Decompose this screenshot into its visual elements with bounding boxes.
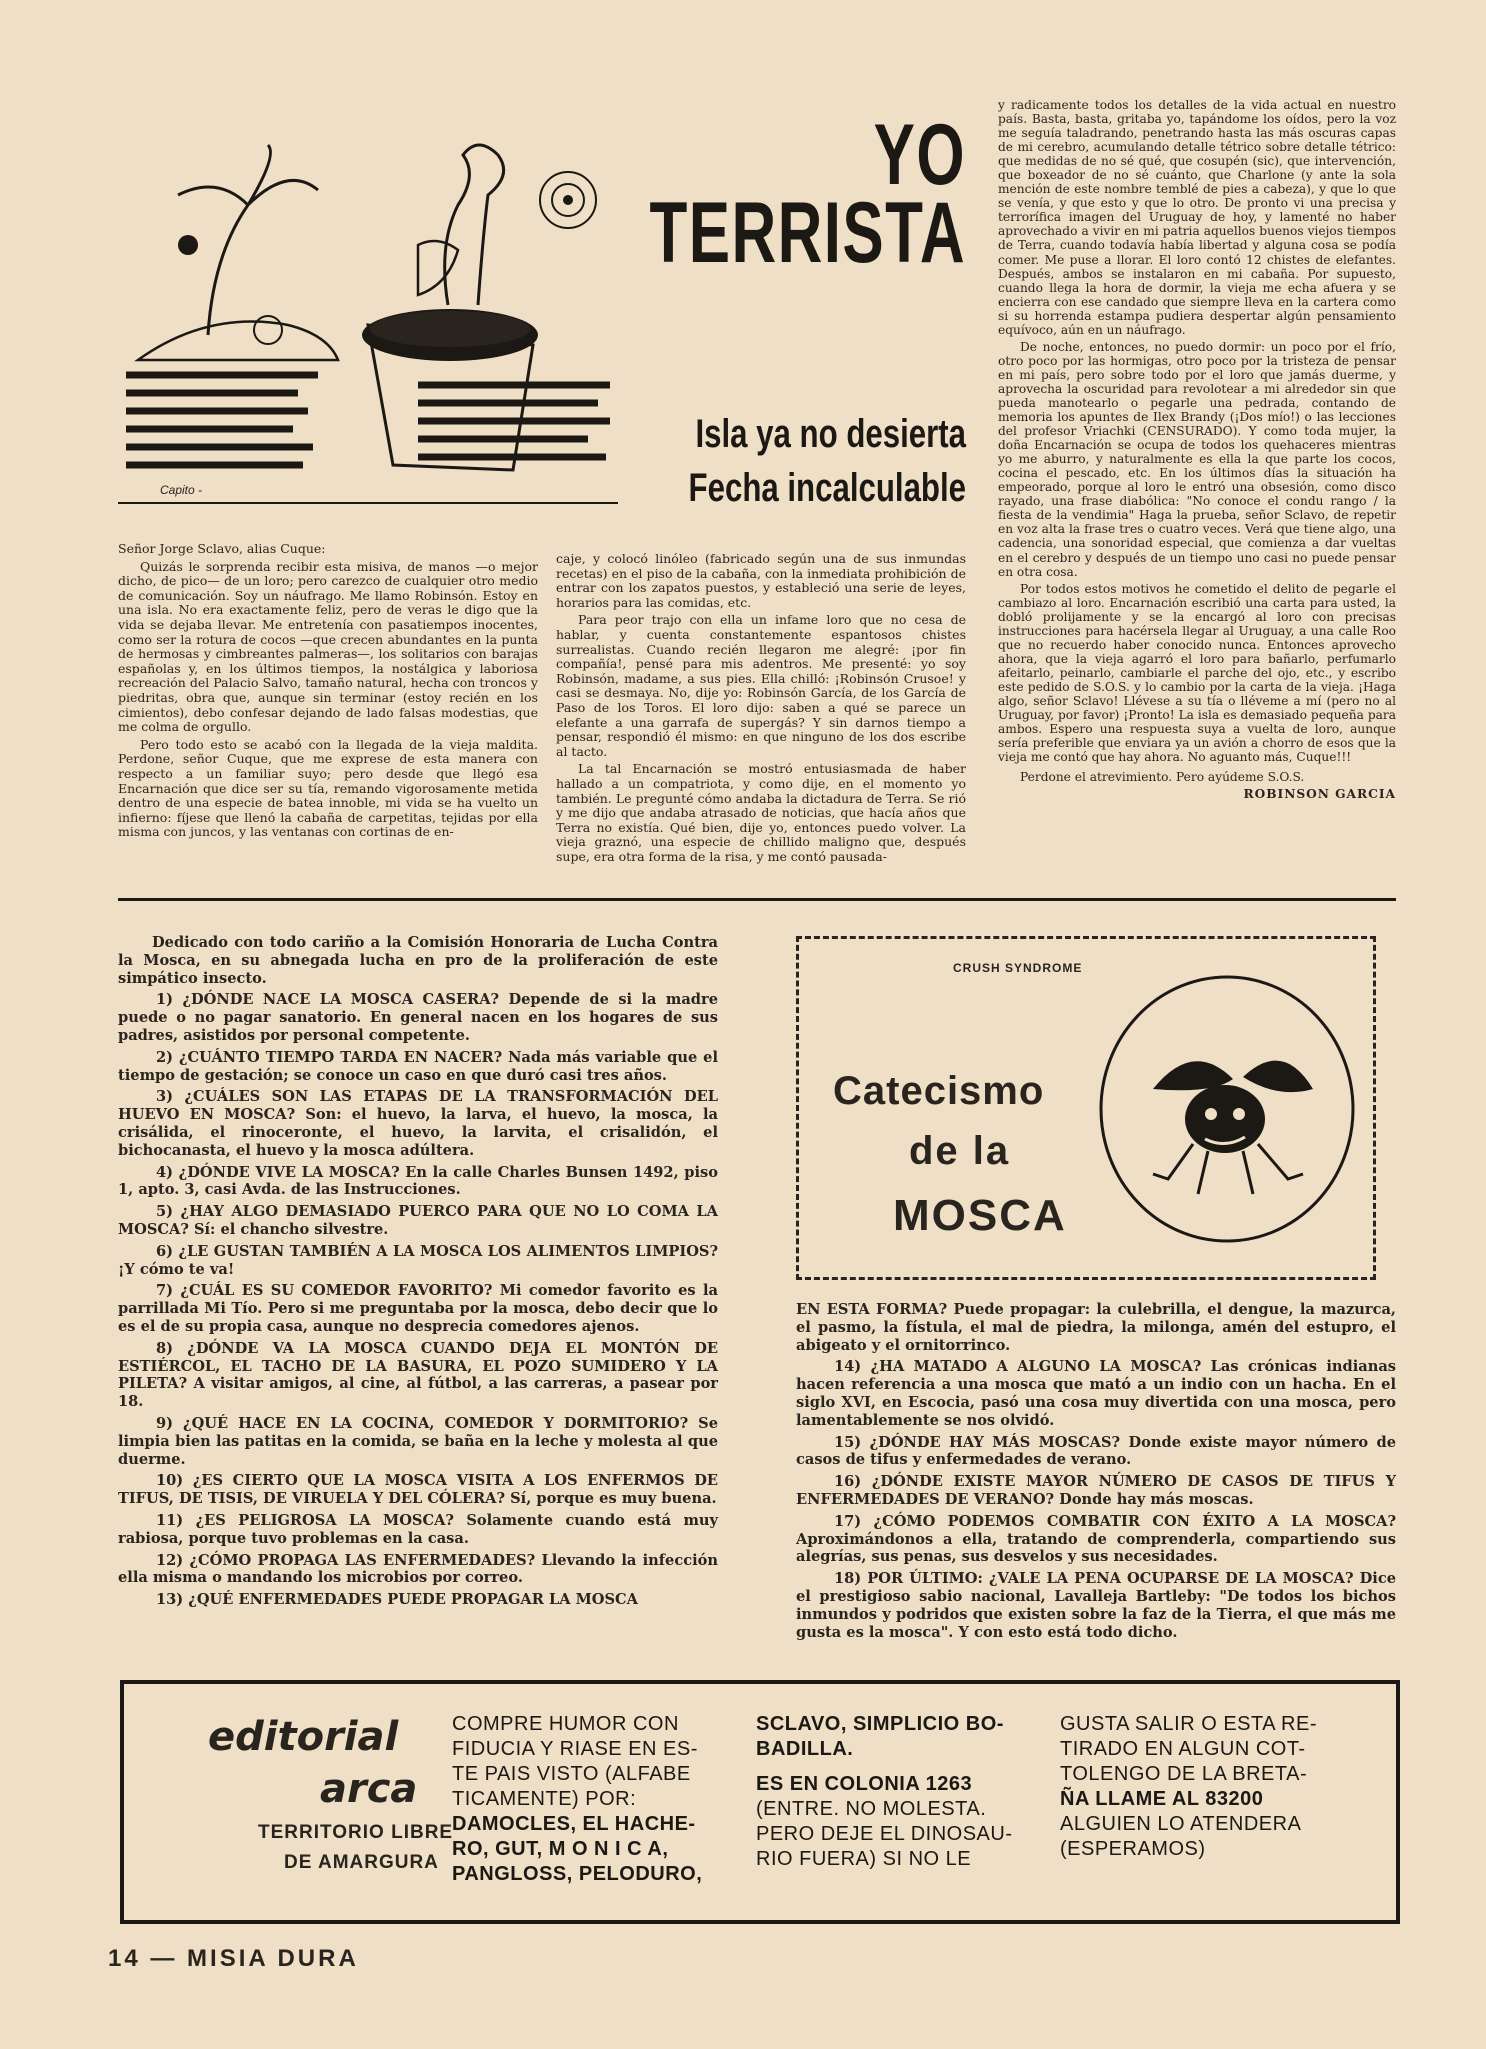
catecismo-item: 16) ¿DÓNDE EXISTE MAYOR NÚMERO DE CASOS DE TIFUS Y ENFERMEDADES DE VERANO? Donde hay más moscas. bbox=[796, 1473, 1396, 1508]
catecismo-item: 8) ¿DÓNDE VA LA MOSCA CUANDO DEJA EL MONTÓN DE ESTIÉRCOL, EL TACHO DE LA BASURA, EL POZO SUMIDERO Y LA PILETA? A visitar amigos, al cine, al fútbol, a las carreras, a pasear por 18. bbox=[118, 1339, 718, 1411]
box-title-3: MOSCA bbox=[893, 1191, 1067, 1240]
brand-tagline-1: TERRITORIO LIBRE bbox=[258, 1822, 454, 1843]
ad-line: TICAMENTE) POR: bbox=[452, 1788, 637, 1810]
ad-line: PANGLOSS, PELODURO, bbox=[452, 1863, 703, 1885]
catecismo-item: 7) ¿CUÁL ES SU COMEDOR FAVORITO? Mi comedor favorito es la parrillada Mi Tío. Pero si me preguntaba por la mosca, debo decir que lo es el de su propia casa, aunque no desprecia comedores ajenos. bbox=[118, 1282, 718, 1335]
catecismo-item: 14) ¿HA MATADO A ALGUNO LA MOSCA? Las crónicas indianas hacen referencia a una mosca que mató a un indio con un hacha. En el siglo XVI, en Escocia, pasó una cosa muy divertida con una mosca, pero lamentablemente se nos olvidó. bbox=[796, 1358, 1396, 1429]
ad-line: DAMOCLES, EL HACHE- bbox=[452, 1813, 696, 1835]
box-kicker: CRUSH SYNDROME bbox=[953, 961, 1083, 975]
ad-line: ES EN COLONIA 1263 bbox=[756, 1773, 973, 1795]
brand-name: editorial bbox=[208, 1714, 399, 1760]
catecismo-item: 11) ¿ES PELIGROSA LA MOSCA? Solamente cuando está muy rabiosa, porque tuvo problemas en la casa. bbox=[118, 1511, 718, 1547]
paragraph: caje, y colocó linóleo (fabricado según una de sus inmundas recetas) en el piso de la cabaña, con la inmediata prohibición de entrar con los zapatos puestos, y estableció una serie de leyes, horarios para las comidas, etc. bbox=[556, 551, 966, 610]
catecismo-item: 5) ¿HAY ALGO DEMASIADO PUERCO PARA QUE NO LO COMA LA MOSCA? Sí: el chancho silvestre. bbox=[118, 1203, 718, 1238]
illustrator-signature: Capito - bbox=[160, 483, 203, 497]
article-subtitle-line-2: Fecha incalculable bbox=[688, 466, 966, 510]
catecismo-item: 15) ¿DÓNDE HAY MÁS MOSCAS? Donde existe mayor número de casos de tifus y enfermedades de verano. bbox=[796, 1433, 1396, 1469]
catecismo-item: 18) POR ÚLTIMO: ¿VALE LA PENA OCUPARSE DE LA MOSCA? Dice el prestigioso sabio nacional, Lavalleja Bartleby: "De todos los bichos inmundos y podridos que existen sobre la faz de la Tierra, el que más me gusta es la mosca". Y con esto está todo dicho. bbox=[796, 1570, 1396, 1641]
paragraph: Por todos estos motivos he cometido el delito de pegarle el cambiazo al loro. Encarnación escribió una carta para usted, la dobló prolijamente y se la encargó al loro con precisas instrucciones para hacérsela llegar al Uruguay, a una calle Roo que no recuerdo haber conocido nunca. Entonces aprovecho ahora, que la vieja agarró el loro para bañarlo, perfumarlo afeitarlo, peinarlo, cambiarle el parche del ojo, etc., y escribo este pedido de S.O.S. y lo cambio por la carta de la vieja. ¡Haga algo, señor Sclavo! Llévese a su tía o lléveme a mí (pero no al Uruguay, por favor) ¡Pronto! La isla es demasiado pequeña para ambos. Espero una respuesta suya a vuelta de loro, aunque sería preferible que enviara ya un avión a chorro de esos que la vieja me contó que hay ahora. No aguanto más, Cuque!!! bbox=[998, 581, 1396, 765]
article-column-3 bbox=[998, 98, 1396, 801]
ad-column-1 bbox=[452, 1712, 722, 1887]
brand-tagline-2: DE AMARGURA bbox=[284, 1852, 439, 1873]
paragraph: Para peor trajo con ella un infame loro que no cesa de hablar, y cuenta constantemente espantosos chistes surrealistas. Cuando recién llegaron me alegré: ¡por fin compañía!, pensé para mis adentros. Me presenté: yo soy Robinsón, madame, a sus pies. Ella chilló: ¡Robinsón Crusoe! y casi se desmaya. No, dije yo: Robinsón García, de los García de Paso de los Toros. El loro dijo: saben a qué se parece un elefante a una garrafa de supergás? Y sin darnos tiempo a pensar, respondió él mismo: en que ninguno de los dos escribe al tacto. bbox=[556, 612, 966, 759]
catecismo-item: 9) ¿QUÉ HACE EN LA COCINA, COMEDOR Y DORMITORIO? Se limpia bien las patitas en la comida, se baña en la leche y molesta al que duerme. bbox=[118, 1414, 718, 1468]
ad-line: (ESPERAMOS) bbox=[1060, 1838, 1206, 1860]
ad-line: ALGUIEN LO ATENDERA bbox=[1060, 1813, 1302, 1835]
page-folio: 14 — MISIA DURA bbox=[108, 1945, 359, 1972]
article-title-line-2: TERRISTA bbox=[649, 185, 966, 281]
salutation: Señor Jorge Sclavo, alias Cuque: bbox=[118, 541, 326, 556]
brand-name-2: arca bbox=[320, 1766, 418, 1812]
article-subtitle-line-1: Isla ya no desierta bbox=[695, 412, 966, 456]
ad-line: GUSTA SALIR O ESTA RE- bbox=[1060, 1713, 1317, 1735]
catecismo-right-column bbox=[796, 1301, 1396, 1645]
ad-line: FIDUCIA Y RIASE EN ES- bbox=[452, 1738, 698, 1760]
catecismo-item: 12) ¿CÓMO PROPAGA LAS ENFERMEDADES? Llevando la infección ella misma o mandando los microbios por correo. bbox=[118, 1551, 718, 1587]
catecismo-item: 2) ¿CUÁNTO TIEMPO TARDA EN NACER? Nada más variable que el tiempo de gestación; se conoce un caso en que duró casi tres años. bbox=[118, 1048, 718, 1084]
paragraph: y radicamente todos los detalles de la vida actual en nuestro país. Basta, basta, gritaba yo, tapándome los oídos, pero la voz me seguía taladrando, penetrando hasta las más oscuras capas de mi cerebro, acumulando detalle tétrico sobre detalle tétrico: que medidas de no sé qué, que cosupén (sic), que intervención, que boxeador de no sé cuánto, que Charlone (y ante la sola mención de este nombre temblé de pies a cabeza), y que lo que se venía, y que esto y que lo otro. De pronto vi una precisa y terrorífica imagen del Uruguay de hoy, y lamenté no haber aprovechado a vivir en mi patria aquellos buenos viejos tiempos de Terra, cuando todavía había libertad y alguna cosa se podía comer. Me puse a llorar. El loro contó 12 chistes de elefantes. Después, ambos se instalaron en mi cabaña. Por supuesto, cuando llega la hora de dormir, la vieja me echa afuera y se encierra con ese candado que siempre lleva en la cartera como si su horrenda estampa pudiera despertar algún pensamiento equívoco, aún en un náufrago. bbox=[998, 98, 1396, 337]
signature: ROBINSON GARCIA bbox=[1243, 787, 1396, 802]
ad-column-2 bbox=[756, 1712, 1026, 1872]
catecismo-intro: Dedicado con todo cariño a la Comisión Honoraria de Lucha Contra la Mosca, en su abnegada lucha en pro de la proliferación de este simpático insecto. bbox=[118, 934, 718, 987]
catecismo-title-box bbox=[796, 936, 1376, 1280]
ad-line: PERO DEJE EL DINOSAU- bbox=[756, 1823, 1013, 1845]
ad-line: TOLENGO DE LA BRETA- bbox=[1060, 1763, 1308, 1785]
article-title-line-1: YO bbox=[873, 107, 966, 203]
ad-line: (ENTRE. NO MOLESTA. bbox=[756, 1798, 987, 1820]
paragraph: Pero todo esto se acabó con la llegada de la vieja maldita. Perdone, señor Cuque, que me exprese de esta manera con respecto a un familiar suyo; pero desde que llegó esa Encarnación que dice ser su tía, remando vigorosamente metida dentro de una especie de batea innoble, mi vida se ha vuelto un infierno: fíjese que llenó la cabaña de carpetitas, tejidas por ella misma con juncos, y las ventanas con cortinas de en- bbox=[118, 736, 538, 840]
catecismo-item: 10) ¿ES CIERTO QUE LA MOSCA VISITA A LOS ENFERMOS DE TIFUS, DE TISIS, DE VIRUELA Y DEL CÓLERA? Sí, porque es muy buena. bbox=[118, 1472, 718, 1508]
ad-column-3 bbox=[1060, 1712, 1360, 1862]
ad-line: TIRADO EN ALGUN COT- bbox=[1060, 1738, 1306, 1760]
catecismo-item: 6) ¿LE GUSTAN TAMBIÉN A LA MOSCA LOS ALIMENTOS LIMPIOS? ¡Y cómo te va! bbox=[118, 1242, 718, 1278]
ad-line: COMPRE HUMOR CON bbox=[452, 1713, 679, 1735]
article-column-1 bbox=[118, 542, 538, 843]
ad-line: BADILLA. bbox=[756, 1738, 854, 1760]
article-column-2 bbox=[556, 552, 966, 867]
closing-line: Perdone el atrevimiento. Pero ayúdeme S.O.S. bbox=[1020, 770, 1305, 785]
editorial-arca-ad bbox=[120, 1680, 1400, 1924]
parrot-pot-illustration bbox=[118, 135, 618, 505]
catecismo-item: 3) ¿CUÁLES SON LAS ETAPAS DE LA TRANSFORMACIÓN DEL HUEVO EN MOSCA? Son: el huevo, la larva, el huevo, la mosca, la crisálida, el rinoceronte, el huevo, la larvita, el crisalidón, el bichocanasta, el huevo y la mosca adúltera. bbox=[118, 1088, 718, 1159]
ad-line: RIO FUERA) SI NO LE bbox=[756, 1848, 972, 1870]
paragraph: La tal Encarnación se mostró entusiasmada de haber hallado a un compatriota, y como dije, en el momento yo también. Le pregunté cómo andaba la dictadura de Terra. Se rió y me dijo que andaba atrasado de noticias, que hacía años que Terra no existía. Qué bien, dije yo, entonces puedo volver. La vieja graznó, una especie de chillido maligno que, después supe, era otra forma de la risa, y me contó pausada- bbox=[556, 761, 966, 864]
catecismo-left-column bbox=[118, 934, 718, 1613]
ad-line: ÑA LLAME AL 83200 bbox=[1060, 1788, 1264, 1810]
box-title-1: Catecismo bbox=[833, 1069, 1045, 1113]
section-divider bbox=[118, 898, 1396, 901]
catecismo-item: EN ESTA FORMA? Puede propagar: la culebrilla, el dengue, la mazurca, el pasmo, la fístula, el mal de piedra, la milonga, amén del estupro, el abigeato y el ornitorrinco. bbox=[796, 1301, 1396, 1354]
catecismo-item: 4) ¿DÓNDE VIVE LA MOSCA? En la calle Charles Bunsen 1492, piso 1, apto. 3, casi Avda. de las Instrucciones. bbox=[118, 1163, 718, 1199]
catecismo-item: 1) ¿DÓNDE NACE LA MOSCA CASERA? Depende de si la madre puede o no pagar sanatorio. En general nacen en los hogares de sus padres, asistidos por personal competente. bbox=[118, 991, 718, 1044]
paragraph: Quizás le sorprenda recibir esta misiva, de manos —o mejor dicho, de pico— de un loro; pero carezco de cualquier otro medio de comunicación. Soy un náufrago. Me llamo Robinsón. Estoy en una isla. No era exactamente feliz, pero de veras le digo que la vida se dejaba llevar. Me entretenía con pasatiempos inocentes, como ser la rotura de cocos —que crecen abundantes en la punta de hermosas y cimbreantes palmeras—, los solitarios con barajas españolas y, en los últimos tiempos, la nostálgica y laboriosa recreación del Palacio Salvo, tamaño natural, hecha con troncos y piedritas, obra que, aunque sin terminar (estoy recién en los cimientos), debo confesar dejando de lado falsas modestias, que me colma de orgullo. bbox=[118, 558, 538, 735]
ad-line: SCLAVO, SIMPLICIO BO- bbox=[756, 1713, 1004, 1735]
paragraph: De noche, entonces, no puedo dormir: un poco por el frío, otro poco por las hormigas, otro poco por la tristeza de pensar en mi país, pero sobre todo por el loro que jamás duerme, y aprovecha la oscuridad para revolotear a mi alrededor sin que pueda manotearlo o pegarle una pedrada, contando de memoria los apuntes de Ilex Brandy (¡Dos mío!) o las lecciones del profesor Vriachki (CENSURADO). Y como toda mujer, la doña Encarnación se ocupa de todos los quehaceres mientras yo me aburro, y naturalmente es ella la que parte los cocos, cocina el pescado, etc. En los últimos días la situación ha empeorado, porque al loro le entró una obsesión, como disco rayado, una frase diabólica: "No conoce el condu rango / la fiesta de la vendimia" Haga la prueba, señor Sclavo, de repetir en voz alta la frase tres o cuatro veces. Verá que tiene algo, una cadencia, una sonoridad especial, que comienza a dar vueltas en el cerebro y después de un tiempo uno casi no puede pensar en otra cosa. bbox=[998, 339, 1396, 579]
ad-line: TE PAIS VISTO (ALFABE bbox=[452, 1763, 691, 1785]
fly-icon bbox=[1093, 969, 1361, 1249]
box-title-2: de la bbox=[909, 1129, 1011, 1173]
catecismo-item: 17) ¿CÓMO PODEMOS COMBATIR CON ÉXITO A LA MOSCA? Aproximándonos a ella, tratando de comprenderla, compartiendo sus alegrías, sus penas, sus desvelos y sus necesidades. bbox=[796, 1512, 1396, 1566]
ad-line: RO, GUT, M O N I C A, bbox=[452, 1838, 669, 1860]
catecismo-item: 13) ¿QUÉ ENFERMEDADES PUEDE PROPAGAR LA MOSCA bbox=[156, 1591, 638, 1609]
